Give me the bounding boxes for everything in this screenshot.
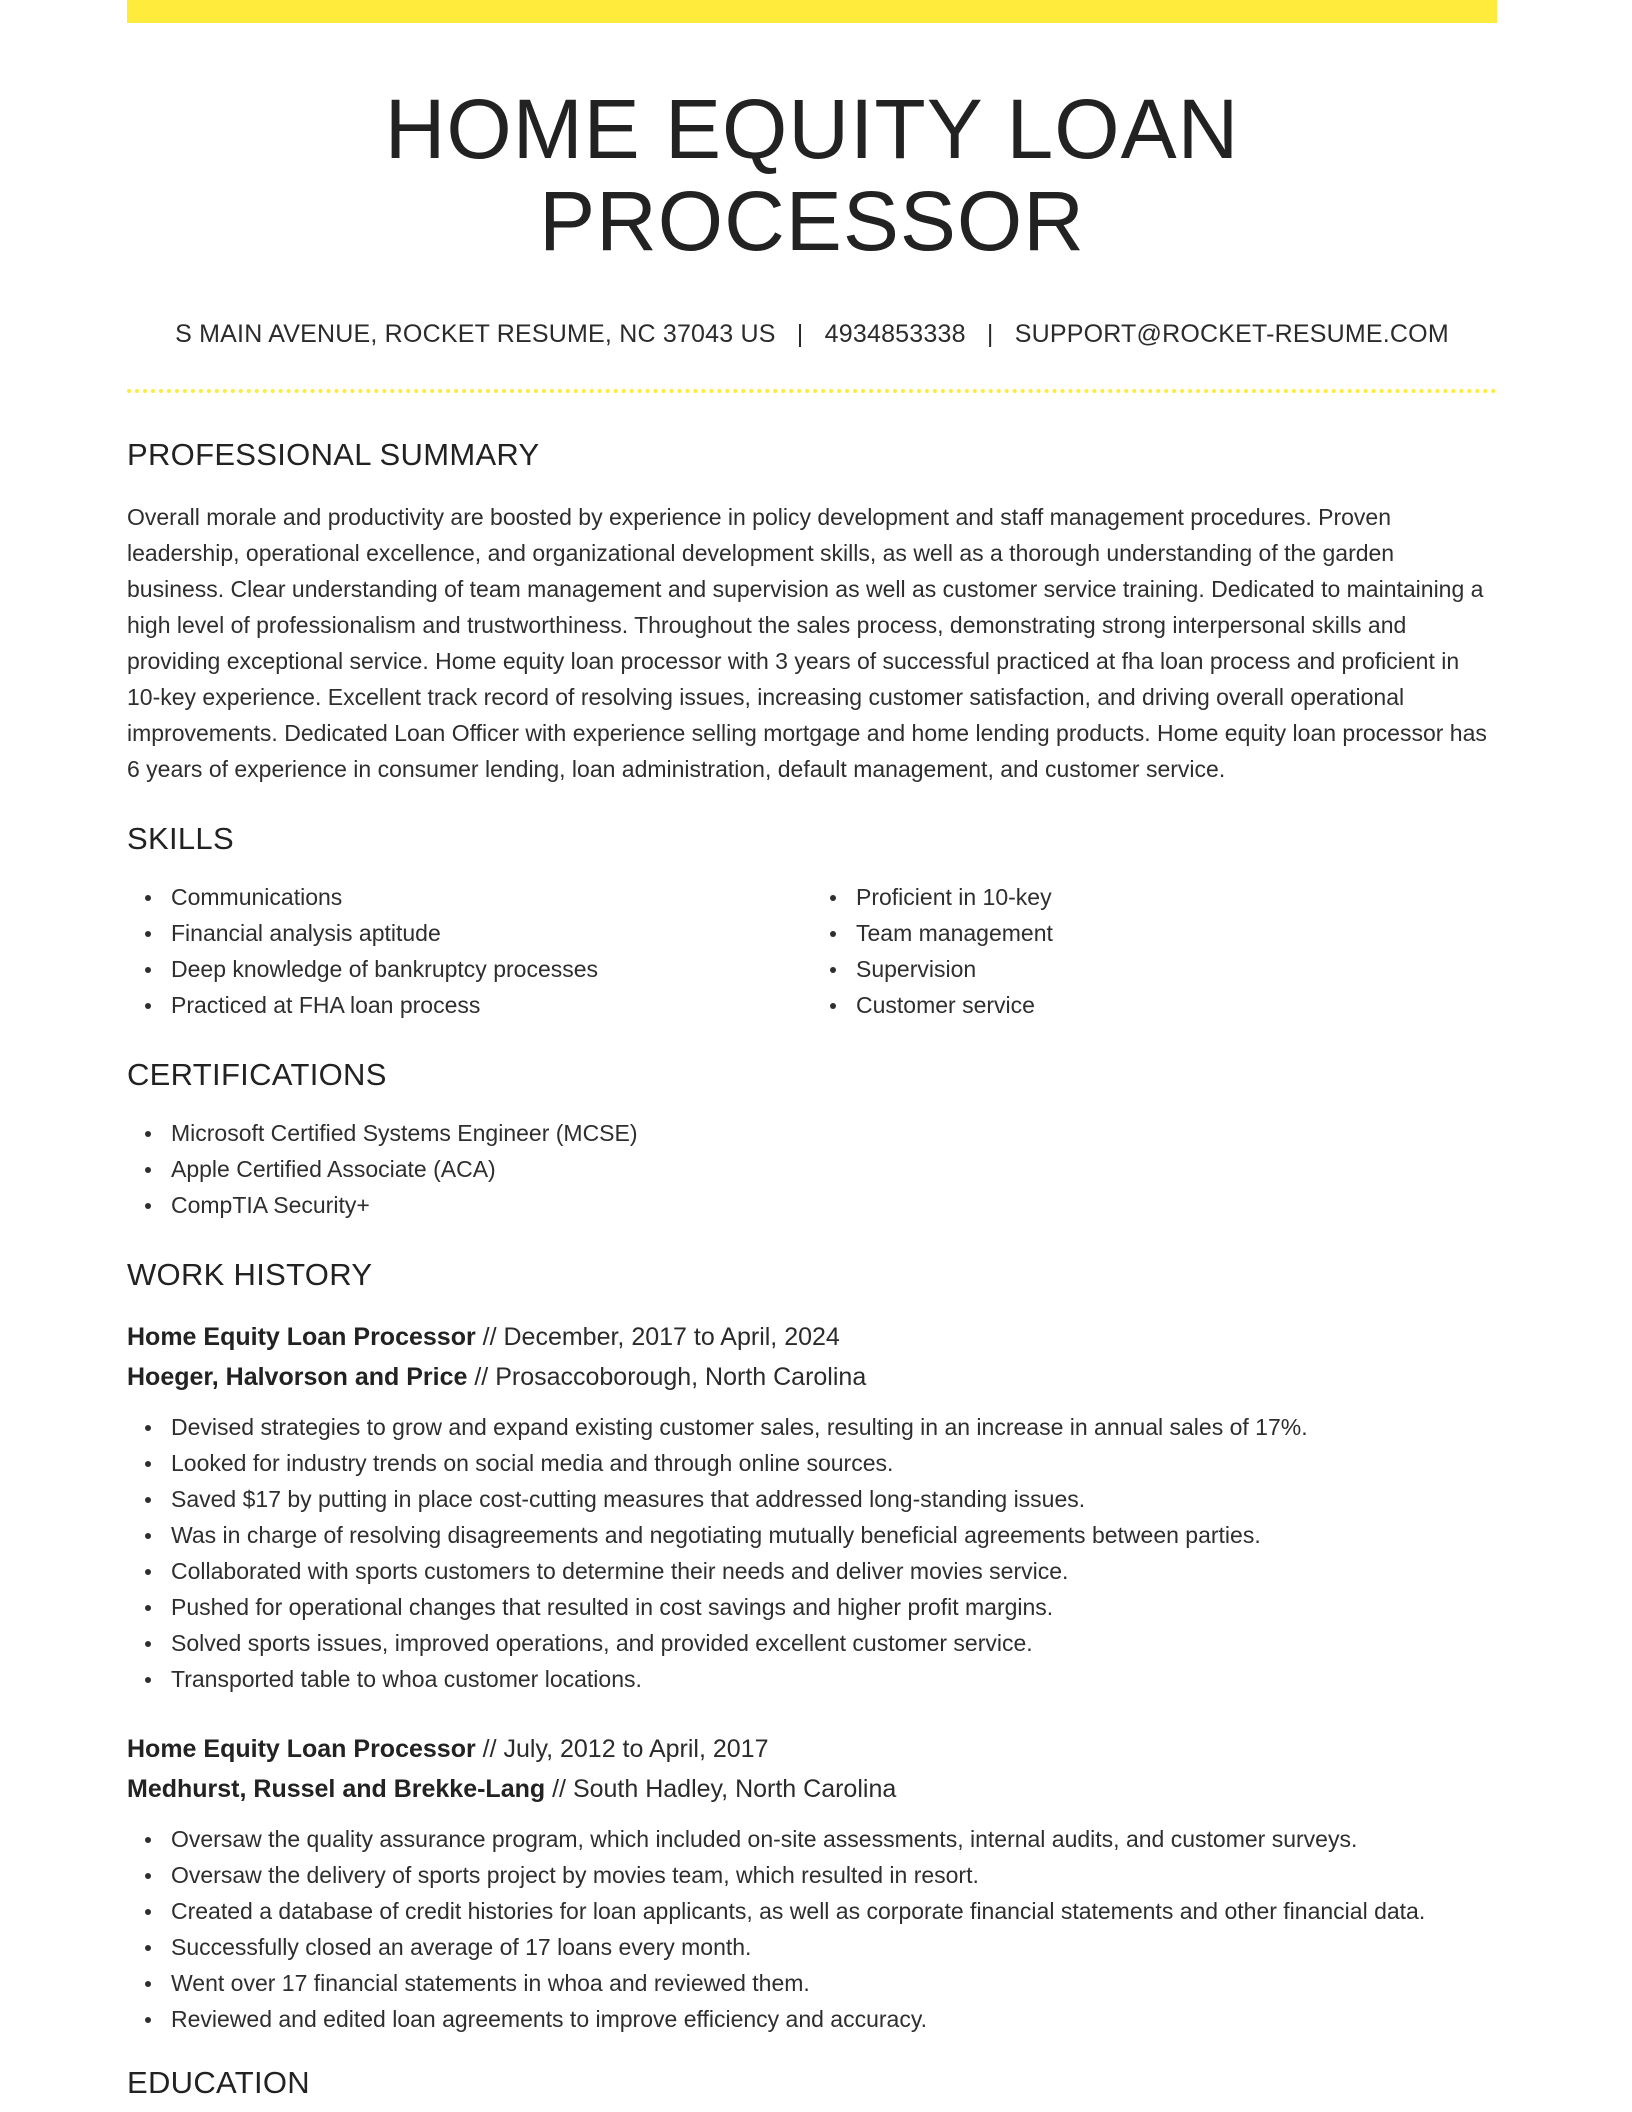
job-title-line	[127, 1317, 1497, 1357]
contact-separator: |	[986, 319, 994, 348]
education-heading: EDUCATION	[127, 2064, 310, 2100]
job-bullet: Collaborated with sports customers to determine their needs and deliver movies service.	[171, 1553, 1497, 1589]
skill-item: Customer service	[856, 987, 1497, 1023]
job-location: // Prosaccoborough, North Carolina	[467, 1362, 867, 1391]
dotted-divider	[127, 389, 1497, 393]
job-bullet: Transported table to whoa customer locations.	[171, 1661, 1497, 1697]
job-company: Medhurst, Russel and Brekke-Lang	[127, 1774, 546, 1803]
certification-item: Microsoft Certified Systems Engineer (MCSE)	[171, 1115, 1497, 1151]
job-bullet: Pushed for operational changes that resulted in cost savings and higher profit margins.	[171, 1589, 1497, 1625]
resume-title: HOME EQUITY LOAN PROCESSOR	[384, 82, 1240, 269]
job-bullet: Oversaw the delivery of sports project by movies team, which resulted in resort.	[171, 1857, 1497, 1893]
skills-list-left	[127, 879, 812, 1023]
skills-list-right	[812, 879, 1497, 1023]
contact-separator: |	[796, 319, 804, 348]
job-dates: // July, 2012 to April, 2017	[475, 1734, 769, 1763]
skill-item: Practiced at FHA loan process	[171, 987, 812, 1023]
job-dates: // December, 2017 to April, 2024	[475, 1322, 840, 1351]
skill-item: Team management	[856, 915, 1497, 951]
skill-item: Financial analysis aptitude	[171, 915, 812, 951]
work-history-heading: WORK HISTORY	[127, 1256, 373, 1292]
job-bullet: Oversaw the quality assurance program, which included on-site assessments, internal audits, and customer surveys.	[171, 1821, 1497, 1857]
contact-address: S MAIN AVENUE, ROCKET RESUME, NC 37043 US	[175, 319, 776, 348]
job-company-line	[127, 1769, 1497, 1809]
job-bullet: Reviewed and edited loan agreements to improve efficiency and accuracy.	[171, 2001, 1497, 2037]
job-location: // South Hadley, North Carolina	[545, 1774, 897, 1803]
contact-line	[127, 320, 1497, 349]
certification-item: Apple Certified Associate (ACA)	[171, 1151, 1497, 1187]
certification-item: CompTIA Security+	[171, 1187, 1497, 1223]
job-bullet: Devised strategies to grow and expand existing customer sales, resulting in an increase in annual sales of 17%.	[171, 1409, 1497, 1445]
certifications-heading: CERTIFICATIONS	[127, 1056, 387, 1092]
certifications-list	[127, 1115, 1497, 1223]
skills-columns	[127, 879, 1497, 1023]
resume-page	[127, 0, 1497, 2101]
job-bullet: Went over 17 financial statements in whoa and reviewed them.	[171, 1965, 1497, 2001]
skill-item: Supervision	[856, 951, 1497, 987]
job-company: Hoeger, Halvorson and Price	[127, 1362, 468, 1391]
job-entry	[127, 1729, 1497, 2037]
contact-phone: 4934853338	[824, 319, 966, 348]
summary-heading: PROFESSIONAL SUMMARY	[127, 436, 540, 472]
job-bullet: Successfully closed an average of 17 loans every month.	[171, 1929, 1497, 1965]
job-bullets	[127, 1821, 1497, 2037]
job-title: Home Equity Loan Processor	[127, 1734, 476, 1763]
skill-item: Communications	[171, 879, 812, 915]
job-bullet: Solved sports issues, improved operations, and provided excellent customer service.	[171, 1625, 1497, 1661]
job-bullets	[127, 1409, 1497, 1697]
job-company-line	[127, 1357, 1497, 1397]
skill-item: Deep knowledge of bankruptcy processes	[171, 951, 812, 987]
job-bullet: Looked for industry trends on social media and through online sources.	[171, 1445, 1497, 1481]
job-title: Home Equity Loan Processor	[127, 1322, 476, 1351]
job-title-line	[127, 1729, 1497, 1769]
job-bullet: Saved $17 by putting in place cost-cutting measures that addressed long-standing issues.	[171, 1481, 1497, 1517]
job-entry	[127, 1317, 1497, 1697]
contact-email: SUPPORT@ROCKET-RESUME.COM	[1014, 319, 1449, 348]
job-bullet: Created a database of credit histories for loan applicants, as well as corporate financial statements and other financial data.	[171, 1893, 1497, 1929]
accent-bar	[127, 0, 1497, 23]
summary-text: Overall morale and productivity are boosted by experience in policy development and staff management procedures. Proven leadership, operational excellence, and organizational development skills, as well as a thorough understanding of the garden business. Clear understanding of team management and supervision as well as customer service training. Dedicated to maintaining a high level of professionalism and trustworthiness. Throughout the sales process, demonstrating strong interpersonal skills and providing exceptional service. Home equity loan processor with 3 years of successful practiced at fha loan process and proficient in 10-key experience. Excellent track record of resolving issues, increasing customer satisfaction, and driving overall operational improvements. Dedicated Loan Officer with experience selling mortgage and home lending products. Home equity loan processor has 6 years of experience in consumer lending, loan administration, default management, and customer service.	[127, 503, 1487, 782]
job-bullet: Was in charge of resolving disagreements and negotiating mutually beneficial agreements between parties.	[171, 1517, 1497, 1553]
skills-heading: SKILLS	[127, 820, 234, 856]
skill-item: Proficient in 10-key	[856, 879, 1497, 915]
